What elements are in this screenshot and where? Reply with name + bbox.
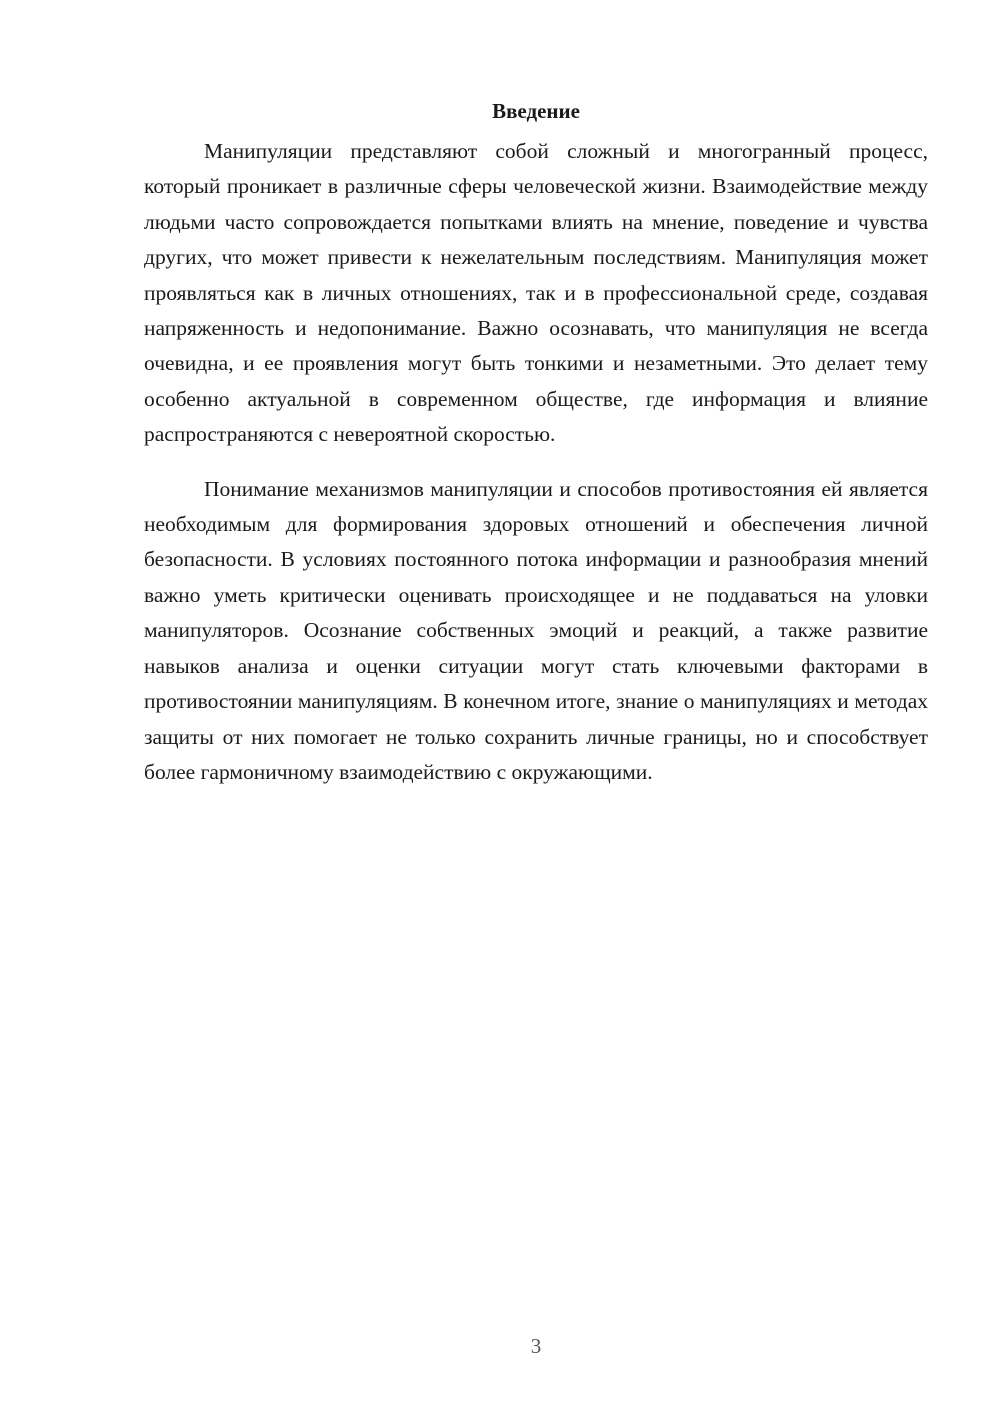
page-number: 3 (530, 1334, 542, 1358)
paragraph-1: Манипуляции представляют собой сложный и многогранный процесс, который проникает в различные сферы человеческой жизни. Взаимодействие между людьми часто сопровождается попытками влиять на мнение, поведение и чувства других, что может привести к нежелательным последствиям. Манипуляция может проявляться как в личных отношениях, так и в профессиональной среде, создавая напряженность и недопонимание. Важно осознавать, что манипуляция не всегда очевидна, и ее проявления могут быть тонкими и незаметными. Это делает тему особенно актуальной в современном обществе, где информация и влияние распространяются с невероятной скоростью. (144, 139, 928, 447)
section-heading: Введение (492, 99, 580, 123)
document-body (144, 96, 928, 809)
paragraph-2: Понимание механизмов манипуляции и способов противостояния ей является необходимым для формирования здоровых отношений и обеспечения личной безопасности. В условиях постоянного потока информации и разнообразия мнений важно уметь критически оценивать происходящее и не поддаваться на уловки манипуляторов. Осознание собственных эмоций и реакций, а также развитие навыков анализа и оценки ситуации могут стать ключевыми факторами в противостоянии манипуляциям. В конечном итоге, знание о манипуляциях и методах защиты от них помогает не только сохранить личные границы, но и способствует более гармоничному взаимодействию с окружающими. (144, 476, 928, 784)
